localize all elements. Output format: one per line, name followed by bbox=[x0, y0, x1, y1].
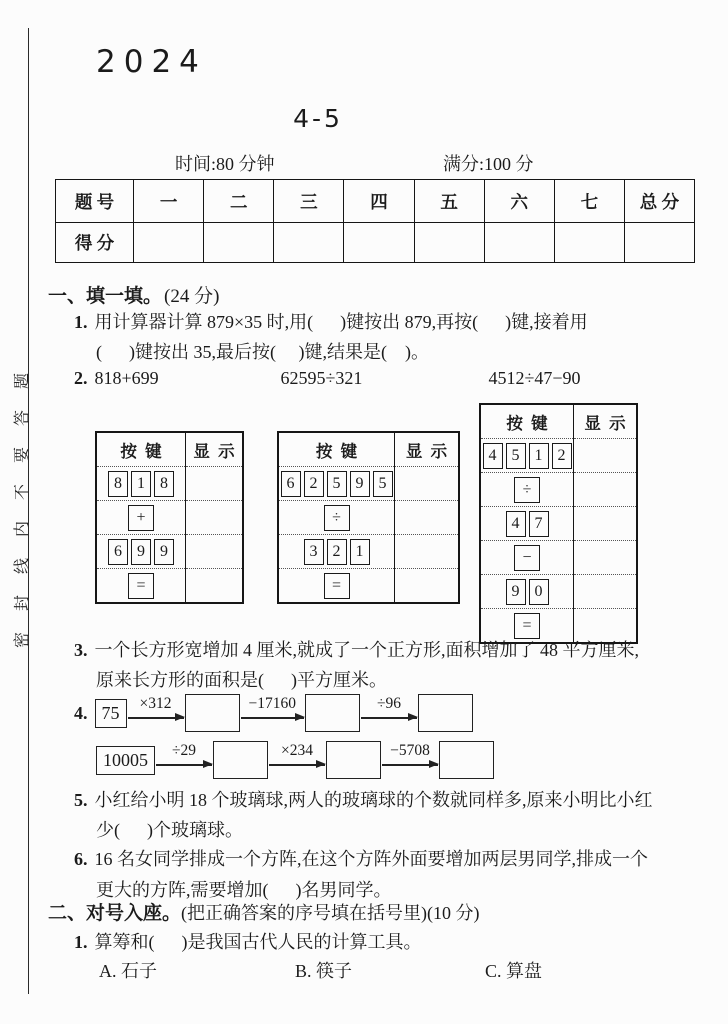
calc-table-header-row bbox=[480, 404, 637, 439]
q6-number: 6. bbox=[74, 849, 88, 869]
score-table-header-cell: 六 bbox=[484, 180, 554, 223]
pressed-keys-cell bbox=[96, 467, 186, 501]
calc-key-÷: ÷ bbox=[324, 505, 350, 531]
flow-answer-box bbox=[213, 741, 268, 779]
calc-key-8: 8 bbox=[154, 471, 174, 497]
score-table-header-cell: 二 bbox=[204, 180, 274, 223]
display-blank-cell bbox=[186, 501, 244, 535]
score-table-header-cell: 题 号 bbox=[56, 180, 134, 223]
score-table-header-cell: 一 bbox=[134, 180, 204, 223]
calc-table-row bbox=[96, 467, 243, 501]
display-blank-cell bbox=[186, 467, 244, 501]
q4-flow-row-2 bbox=[96, 741, 494, 779]
right-arrow-icon bbox=[241, 717, 305, 719]
display-header: 显 示 bbox=[584, 413, 626, 433]
q6-line1-text: 16 名女同学排成一个方阵,在这个方阵外面要增加两层男同学,排成一个 bbox=[94, 849, 648, 869]
display-blank-cell bbox=[574, 541, 638, 575]
calc-key-7: 7 bbox=[529, 511, 549, 537]
flow-arrow-step bbox=[241, 696, 305, 730]
section2-q1-text: 算筹和( )是我国古代人民的计算工具。 bbox=[94, 932, 422, 952]
q5-line1 bbox=[74, 786, 653, 812]
q1-number: 1. bbox=[74, 312, 88, 332]
flow-arrow-step bbox=[361, 696, 417, 730]
calc-key-0: 0 bbox=[529, 579, 549, 605]
score-table-header-cell: 三 bbox=[274, 180, 344, 223]
score-table-score-cell bbox=[344, 223, 414, 263]
right-arrow-icon bbox=[128, 717, 184, 719]
pressed-keys-cell bbox=[480, 541, 574, 575]
flow-operation-label: ÷96 bbox=[376, 695, 401, 713]
right-arrow-icon bbox=[156, 764, 212, 766]
display-blank-cell bbox=[395, 569, 460, 604]
q1-line1-text: 用计算器计算 879×35 时,用( )键按出 879,再按( )键,接着用 bbox=[94, 312, 588, 332]
calc-key-1: 1 bbox=[350, 539, 370, 565]
section2-heading-note: (把正确答案的序号填在括号里)(10 分) bbox=[181, 903, 480, 923]
pressed-keys-cell bbox=[278, 467, 395, 501]
score-table-header-row bbox=[56, 180, 695, 223]
pressed-keys-cell bbox=[96, 569, 186, 604]
calc-key-4: 4 bbox=[506, 511, 526, 537]
score-table-header-cell: 四 bbox=[344, 180, 414, 223]
q5-line1-text: 小红给小明 18 个玻璃球,两人的玻璃球的个数就同样多,原来小明比小红 bbox=[94, 790, 653, 810]
pressed-keys-cell bbox=[480, 575, 574, 609]
pressed-keys-cell bbox=[480, 473, 574, 507]
press-key-header: 按 键 bbox=[278, 432, 395, 467]
section2-q1-number: 1. bbox=[74, 932, 88, 952]
pressed-keys-cell bbox=[96, 535, 186, 569]
pressed-keys-cell bbox=[278, 569, 395, 604]
flow-operation-label: ×234 bbox=[281, 742, 313, 760]
calc-key-6: 6 bbox=[281, 471, 301, 497]
section1-heading bbox=[48, 281, 219, 308]
display-blank-cell bbox=[574, 575, 638, 609]
display-blank-cell bbox=[395, 467, 460, 501]
calc-table-3-container bbox=[479, 403, 638, 644]
flow-operation-label: ×312 bbox=[139, 695, 172, 713]
score-table-score-cell bbox=[624, 223, 694, 263]
display-header: 显 示 bbox=[405, 441, 448, 461]
calc-key-3: 3 bbox=[304, 539, 324, 565]
calc-table-row bbox=[278, 569, 459, 604]
calc-key-2: 2 bbox=[304, 471, 324, 497]
score-table-score-cell bbox=[484, 223, 554, 263]
score-table-score-cell bbox=[554, 223, 624, 263]
calc-key-9: 9 bbox=[131, 539, 151, 565]
pressed-keys-cell bbox=[278, 501, 395, 535]
calc-table-row bbox=[278, 467, 459, 501]
calc-table-2 bbox=[277, 431, 460, 604]
calc-table-row bbox=[480, 439, 637, 473]
calc-key-6: 6 bbox=[108, 539, 128, 565]
q1-line2: ( )键按出 35,最后按( )键,结果是( )。 bbox=[96, 342, 429, 362]
calc-key-9: 9 bbox=[350, 471, 370, 497]
score-table bbox=[55, 179, 695, 263]
q4-flow-row-2-chain bbox=[96, 741, 494, 779]
calc-key-2: 2 bbox=[327, 539, 347, 565]
option-c: C. 算盘 bbox=[485, 961, 543, 981]
q2-expression-1: 818+699 bbox=[94, 368, 159, 388]
pressed-keys-cell bbox=[278, 535, 395, 569]
q2-number: 2. bbox=[74, 368, 88, 388]
calc-key-1: 1 bbox=[529, 443, 549, 469]
q4-number: 4. bbox=[74, 702, 88, 723]
full-score-label: 满分:100 分 bbox=[443, 154, 534, 174]
display-blank-cell bbox=[186, 535, 244, 569]
flow-arrow-step bbox=[382, 743, 438, 777]
flow-arrow-step bbox=[269, 743, 325, 777]
calc-table-row bbox=[480, 541, 637, 575]
flow-start-value: 75 bbox=[95, 699, 127, 728]
paper-code: 4-5 bbox=[293, 104, 343, 133]
q1-line1 bbox=[74, 308, 588, 334]
calc-table-row bbox=[96, 569, 243, 604]
q4-flow-row-1 bbox=[74, 694, 473, 732]
display-blank-cell bbox=[186, 569, 244, 604]
flow-arrow-step bbox=[156, 743, 212, 777]
section2-heading bbox=[48, 898, 480, 925]
calc-table-header-row bbox=[96, 432, 243, 467]
section2-q1-line bbox=[74, 928, 422, 954]
section2-q1-options bbox=[99, 957, 542, 983]
calc-key-9: 9 bbox=[506, 579, 526, 605]
calc-key-÷: ÷ bbox=[514, 477, 540, 503]
calc-key-5: 5 bbox=[506, 443, 526, 469]
calc-table-2-container bbox=[277, 431, 460, 604]
q3-line2: 原来长方形的面积是( )平方厘米。 bbox=[96, 670, 387, 690]
section1-heading-text: 一、填一填。 bbox=[48, 286, 163, 307]
calc-key-+: + bbox=[128, 505, 154, 531]
q5-line2: 少( )个玻璃球。 bbox=[96, 820, 243, 840]
score-table-header-cell: 总 分 bbox=[624, 180, 694, 223]
display-blank-cell bbox=[574, 507, 638, 541]
pressed-keys-cell bbox=[96, 501, 186, 535]
flow-answer-box bbox=[439, 741, 494, 779]
flow-answer-box bbox=[305, 694, 360, 732]
section2-heading-text: 二、对号入座。 bbox=[48, 903, 182, 924]
seal-line-text: 密封线内不要答题 bbox=[14, 352, 31, 649]
flow-operation-label: −5708 bbox=[390, 742, 430, 760]
flow-answer-box bbox=[418, 694, 473, 732]
right-arrow-icon bbox=[269, 764, 325, 766]
flow-answer-box bbox=[185, 694, 240, 732]
calc-key-1: 1 bbox=[131, 471, 151, 497]
score-table-score-cell bbox=[274, 223, 344, 263]
calc-table-row bbox=[278, 501, 459, 535]
calc-table-row bbox=[96, 535, 243, 569]
option-a: A. 石子 bbox=[99, 961, 157, 981]
calc-table-row bbox=[480, 473, 637, 507]
score-table-header-cell: 七 bbox=[554, 180, 624, 223]
flow-operation-label: ÷29 bbox=[171, 742, 196, 760]
q2-expression-2: 62595÷321 bbox=[280, 368, 363, 388]
q3-line1-text: 一个长方形宽增加 4 厘米,就成了一个正方形,面积增加了 48 平方厘米, bbox=[94, 640, 639, 660]
calc-key-9: 9 bbox=[154, 539, 174, 565]
calc-table-3 bbox=[479, 403, 638, 644]
calc-table-row bbox=[480, 507, 637, 541]
score-table-score-cell: 得 分 bbox=[56, 223, 134, 263]
calc-table-1-container bbox=[95, 431, 244, 604]
calc-table-1 bbox=[95, 431, 244, 604]
calc-table-row bbox=[480, 575, 637, 609]
right-arrow-icon bbox=[382, 764, 438, 766]
calc-key-=: = bbox=[324, 573, 350, 599]
calc-table-row bbox=[278, 535, 459, 569]
score-table-header-cell: 五 bbox=[414, 180, 484, 223]
score-table-score-row bbox=[56, 223, 695, 263]
pressed-keys-cell bbox=[480, 507, 574, 541]
option-b: B. 筷子 bbox=[295, 961, 353, 981]
score-table-score-cell bbox=[134, 223, 204, 263]
q2-line bbox=[74, 368, 581, 389]
display-blank-cell bbox=[395, 535, 460, 569]
right-arrow-icon bbox=[361, 717, 417, 719]
calc-key-4: 4 bbox=[483, 443, 503, 469]
press-key-header: 按 键 bbox=[480, 404, 574, 439]
flow-operation-label: −17160 bbox=[248, 695, 296, 713]
q5-number: 5. bbox=[74, 790, 88, 810]
calc-table-row bbox=[96, 501, 243, 535]
calc-key-5: 5 bbox=[373, 471, 393, 497]
flow-answer-box bbox=[326, 741, 381, 779]
calc-key-5: 5 bbox=[327, 471, 347, 497]
score-table-score-cell bbox=[414, 223, 484, 263]
display-blank-cell bbox=[574, 439, 638, 473]
q6-line2: 更大的方阵,需要增加( )名男同学。 bbox=[96, 880, 392, 900]
pressed-keys-cell bbox=[480, 439, 574, 473]
calc-key-8: 8 bbox=[108, 471, 128, 497]
q2-expression-3: 4512÷47−90 bbox=[488, 368, 581, 388]
q3-line1 bbox=[74, 636, 639, 662]
calc-key-−: − bbox=[514, 545, 540, 571]
score-table-score-cell bbox=[204, 223, 274, 263]
calc-key-2: 2 bbox=[552, 443, 572, 469]
press-key-header: 按 键 bbox=[96, 432, 186, 467]
calc-key-=: = bbox=[514, 613, 540, 639]
q6-line1 bbox=[74, 845, 648, 871]
display-header: 显 示 bbox=[193, 441, 235, 461]
section1-heading-score: (24 分) bbox=[164, 286, 220, 307]
q3-number: 3. bbox=[74, 640, 88, 660]
year-label: 2024 bbox=[96, 44, 207, 80]
flow-start-value: 10005 bbox=[96, 746, 155, 775]
time-limit-label: 时间:80 分钟 bbox=[175, 154, 275, 174]
display-blank-cell bbox=[395, 501, 460, 535]
q4-flow-row-1-chain bbox=[95, 694, 474, 732]
flow-arrow-step bbox=[128, 696, 184, 730]
display-blank-cell bbox=[574, 473, 638, 507]
calc-key-=: = bbox=[128, 573, 154, 599]
calc-table-header-row bbox=[278, 432, 459, 467]
